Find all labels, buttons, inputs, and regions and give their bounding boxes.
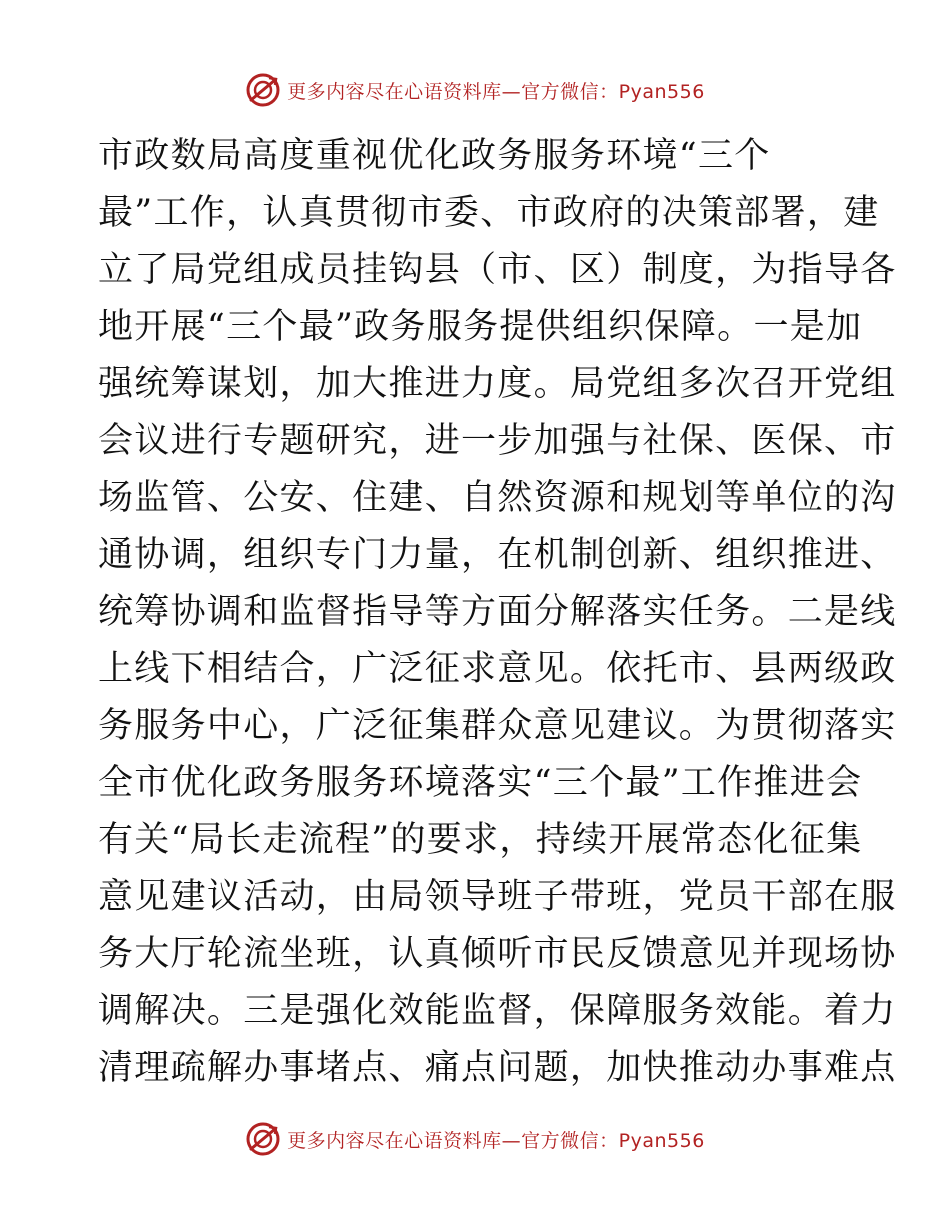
body-line: 有关“局长走流程”的要求，持续开展常态化征集 bbox=[98, 820, 863, 860]
body-line: 调解决。三是强化效能监督，保障服务效能。着力 bbox=[98, 991, 897, 1031]
logo-icon bbox=[245, 1121, 281, 1157]
body-line: 立了局党组成员挂钩县（市、区）制度，为指导各 bbox=[98, 250, 897, 290]
logo-icon bbox=[245, 72, 281, 108]
header-banner bbox=[0, 68, 950, 112]
document-body bbox=[98, 128, 897, 1097]
body-line: 务服务中心，广泛征集群众意见建议。为贯彻落实 bbox=[98, 706, 897, 746]
body-line: 最”工作，认真贯彻市委、市政府的决策部署，建 bbox=[98, 193, 880, 233]
footer-banner bbox=[0, 1117, 950, 1161]
body-line: 上线下相结合，广泛征求意见。依托市、县两级政 bbox=[98, 649, 897, 689]
body-line: 务大厅轮流坐班，认真倾听市民反馈意见并现场协 bbox=[98, 934, 897, 974]
body-line: 地开展“三个最”政务服务提供组织保障。一是加 bbox=[98, 307, 863, 347]
body-line: 市政数局高度重视优化政务服务环境“三个 bbox=[98, 136, 771, 176]
body-line: 清理疏解办事堵点、痛点问题，加快推动办事难点 bbox=[98, 1048, 897, 1088]
body-line: 通协调，组织专门力量，在机制创新、组织推进、 bbox=[98, 535, 897, 575]
header-banner-text: 更多内容尽在心语资料库—官方微信：Pyan556 bbox=[287, 80, 705, 103]
body-line: 强统筹谋划，加大推进力度。局党组多次召开党组 bbox=[98, 364, 897, 404]
body-line: 会议进行专题研究，进一步加强与社保、医保、市 bbox=[98, 421, 897, 461]
body-line: 场监管、公安、住建、自然资源和规划等单位的沟 bbox=[98, 478, 897, 518]
footer-banner-text: 更多内容尽在心语资料库—官方微信：Pyan556 bbox=[287, 1129, 705, 1152]
body-line: 意见建议活动，由局领导班子带班，党员干部在服 bbox=[98, 877, 897, 917]
body-line: 全市优化政务服务环境落实“三个最”工作推进会 bbox=[98, 763, 863, 803]
body-line: 统筹协调和监督指导等方面分解落实任务。二是线 bbox=[98, 592, 897, 632]
